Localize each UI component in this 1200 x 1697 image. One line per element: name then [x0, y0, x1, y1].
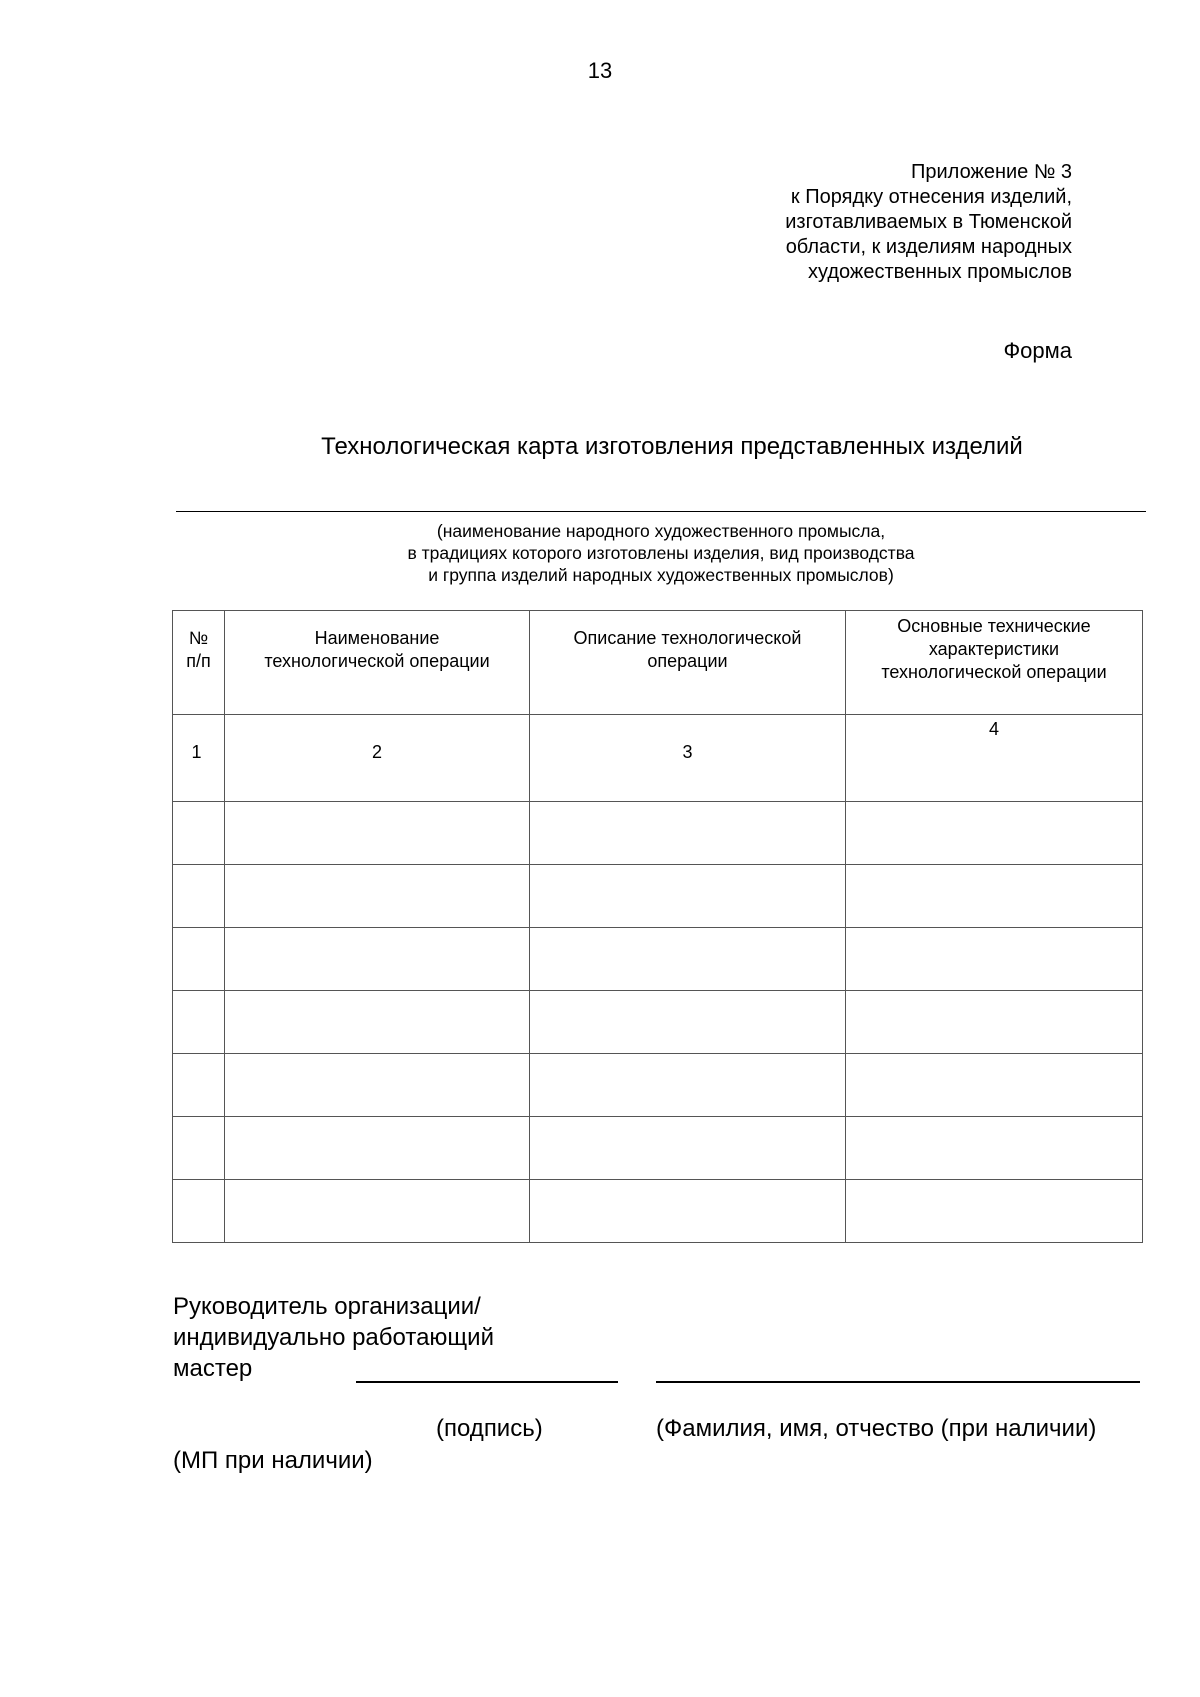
form-label: Форма	[1003, 338, 1072, 363]
header-operation-name	[225, 611, 530, 715]
table-cell[interactable]	[530, 802, 846, 865]
table-row	[173, 1180, 1143, 1243]
table-cell[interactable]	[846, 802, 1143, 865]
table-cell[interactable]	[846, 1117, 1143, 1180]
table-cell[interactable]	[225, 991, 530, 1054]
table-cell[interactable]	[846, 928, 1143, 991]
header-number	[173, 611, 225, 715]
table-cell[interactable]	[225, 1180, 530, 1243]
column-number: 2	[371, 742, 382, 762]
column-number-cell	[225, 715, 530, 802]
table-cell[interactable]	[225, 1117, 530, 1180]
appendix-line: области, к изделиям народных	[785, 236, 1072, 258]
column-number-cell	[530, 715, 846, 802]
appendix-line: художественных промыслов	[808, 261, 1072, 283]
table-cell[interactable]	[846, 1180, 1143, 1243]
signatory-label-line: мастер	[173, 1355, 253, 1382]
appendix-line: изготавливаемых в Тюменской	[785, 211, 1072, 233]
table-cell[interactable]	[225, 1054, 530, 1117]
column-number-row	[173, 715, 1143, 802]
table-cell[interactable]	[846, 991, 1143, 1054]
header-text: технологической операции	[881, 662, 1107, 682]
table-cell[interactable]	[225, 802, 530, 865]
table-cell[interactable]	[530, 1180, 846, 1243]
appendix-line: к Порядку отнесения изделий,	[790, 186, 1072, 208]
table-cell[interactable]	[173, 928, 225, 991]
table-cell[interactable]	[530, 991, 846, 1054]
table-cell[interactable]	[225, 928, 530, 991]
table-cell[interactable]	[173, 1117, 225, 1180]
table-cell[interactable]	[173, 1180, 225, 1243]
table-row	[173, 991, 1143, 1054]
table-cell[interactable]	[173, 991, 225, 1054]
header-operation-description	[530, 611, 846, 715]
signatory-label-line: Руководитель организации/	[173, 1293, 481, 1320]
header-text: технологической операции	[264, 651, 490, 671]
table-cell[interactable]	[530, 928, 846, 991]
header-text: Наименование	[314, 628, 440, 648]
header-text: Описание технологической	[573, 628, 802, 648]
signatory-label-line: индивидуально работающий	[173, 1324, 494, 1351]
header-text: характеристики	[928, 639, 1060, 659]
table-row	[173, 1117, 1143, 1180]
table-cell[interactable]	[530, 1054, 846, 1117]
caption-line: (наименование народного художественного промысла,	[436, 521, 886, 541]
header-text: операции	[647, 651, 728, 671]
full-name-line[interactable]	[656, 1381, 1140, 1383]
table-cell[interactable]	[846, 1054, 1143, 1117]
appendix-note	[785, 160, 1072, 285]
column-number: 1	[191, 742, 202, 762]
table-cell[interactable]	[530, 865, 846, 928]
header-text: Основные технические	[897, 616, 1091, 636]
table-cell[interactable]	[225, 865, 530, 928]
signature-line[interactable]	[356, 1381, 618, 1383]
craft-name-fill-line	[176, 511, 1146, 512]
technology-table	[172, 610, 1143, 1243]
appendix-line: Приложение № 3	[911, 161, 1072, 183]
table-cell[interactable]	[173, 802, 225, 865]
header-technical-characteristics	[846, 611, 1143, 715]
table-row	[173, 1054, 1143, 1117]
signature-caption: (подпись)	[436, 1415, 543, 1442]
signatory-label	[173, 1291, 494, 1384]
craft-name-caption	[176, 520, 1146, 586]
table-row	[173, 802, 1143, 865]
caption-line: в традициях которого изготовлены изделия, вид производства	[407, 543, 915, 563]
full-name-caption: (Фамилия, имя, отчество (при наличии)	[656, 1415, 1097, 1442]
header-text: №	[188, 628, 209, 648]
table-row	[173, 865, 1143, 928]
table-header-row	[173, 611, 1143, 715]
column-number: 3	[682, 742, 693, 762]
table-cell[interactable]	[173, 1054, 225, 1117]
column-number-cell	[846, 715, 1143, 802]
column-number-cell	[173, 715, 225, 802]
header-text: п/п	[186, 651, 211, 671]
table-row	[173, 928, 1143, 991]
table-cell[interactable]	[530, 1117, 846, 1180]
table-cell[interactable]	[846, 865, 1143, 928]
column-number: 4	[988, 719, 999, 739]
stamp-note: (МП при наличии)	[173, 1447, 373, 1474]
document-title: Технологическая карта изготовления представленных изделий	[321, 433, 1023, 460]
page-number: 13	[587, 58, 613, 83]
table-cell[interactable]	[173, 865, 225, 928]
caption-line: и группа изделий народных художественных промыслов)	[428, 565, 894, 585]
